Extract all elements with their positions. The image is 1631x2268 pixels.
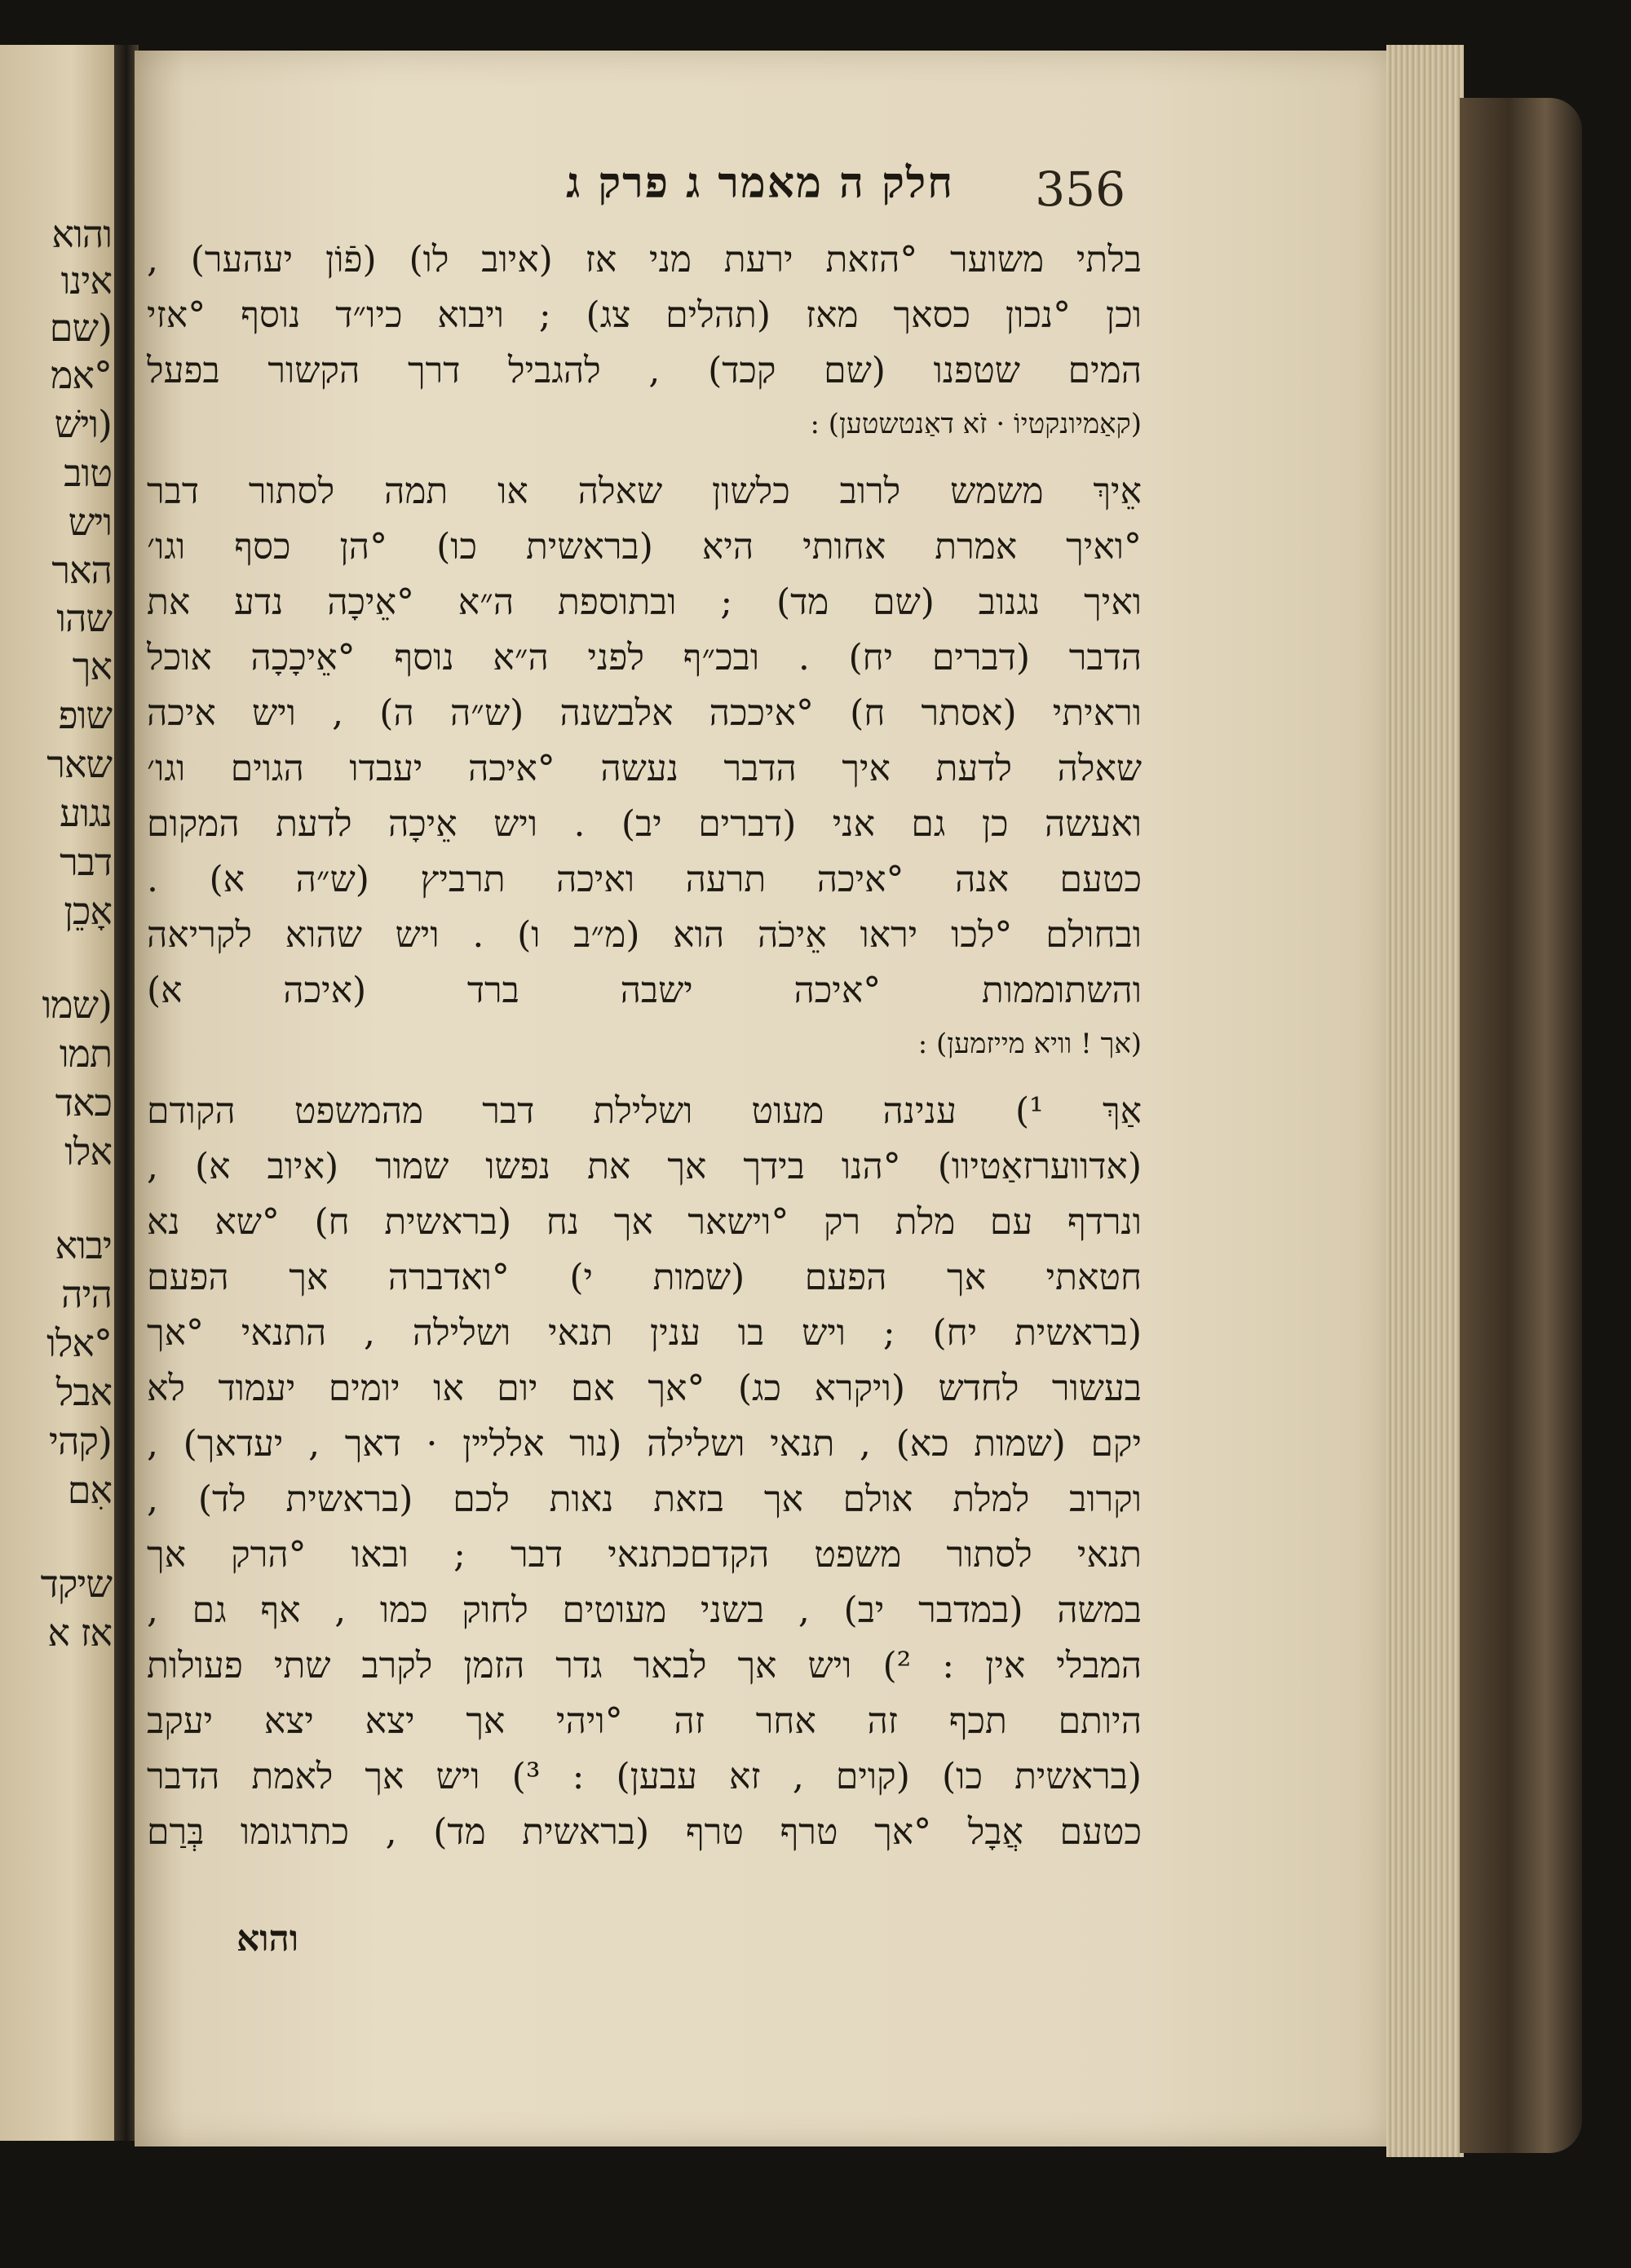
left-page-line: נגוע: [60, 791, 112, 835]
left-page-line: כאד: [55, 1081, 112, 1125]
text-line: המים שטפנו (שם קכד) , להגביל דרך הקשור בפעל: [147, 350, 1142, 391]
text-line: (קאַמיונקטיוֹ · זֹא דאַנטשטען) :: [810, 408, 1142, 440]
paragraph-gap: [147, 1069, 1142, 1084]
text-line: המבלי אין : ²) ויש אך לבאר גדר הזמן לקרב שתי פעולות: [147, 1645, 1142, 1687]
text-line: וקרוב למלת אולם אך בזאת נאות לכם (בראשית לד) ,: [147, 1479, 1142, 1520]
text-line: כטעם אֲבָל °אך טרף טרף (בראשית מד) , כתרגומו בְּרַם: [147, 1811, 1142, 1853]
left-page-line: (קהי: [48, 1419, 112, 1463]
left-page-line: °אלו: [46, 1321, 112, 1365]
text-line: היותם תכף זה אחר זה °ויהי אך יצא יצא יעקב: [147, 1700, 1142, 1742]
left-page-line: אִם: [67, 1468, 112, 1512]
text-line: אַךְ ¹) ענינה מעוט ושלילת דבר מהמשפט הקודם: [147, 1090, 1142, 1132]
left-page-fragment: [0, 45, 118, 2141]
book-cover-edge: [1460, 98, 1582, 2153]
text-line: ואעשה כן גם אני (דברים יב) . ויש אֵיכָה לדעת המקום: [147, 803, 1142, 845]
left-page-line: טוב: [64, 451, 112, 495]
text-line: במשה (במדבר יב) , בשני מעוטים לחוק כמו , אף גם ,: [147, 1589, 1142, 1631]
text-line: הדבר (דברים יח) . ובכ״ף לפני ה״א נוסף °אֵיכָכָה אוכל: [147, 637, 1142, 679]
left-page-line: שהו: [56, 596, 112, 640]
text-line: ונרדף עם מלת רק °וישאר אך נח (בראשית ח) °שא נא: [147, 1201, 1142, 1243]
left-page-line: יבוא: [55, 1223, 112, 1267]
left-page-line: דבר: [60, 840, 112, 884]
page-edges: [1386, 45, 1464, 2157]
left-page-line: (שם: [49, 306, 112, 350]
left-page-line: ויש: [68, 500, 112, 544]
text-line: תנאי לסתור משפט הקדםכתנאי דבר ; ובאו °הרק אך: [147, 1534, 1142, 1576]
body-text: [147, 232, 1142, 1860]
text-line: (אך ! וויא מייזמען) :: [917, 1028, 1142, 1060]
left-page-line: אינו: [60, 259, 112, 303]
text-line: וראיתי (אסתר ח) °איככה אלבשנה (ש״ה ה) , ויש איכה: [147, 692, 1142, 734]
text-line: (אדווערזאַטיוו) °הנו בידך אך את נפשו שמור (איוב א) ,: [147, 1146, 1142, 1187]
text-line: חטאתי אך הפעם (שמות י) °ואדברה אך הפעם: [147, 1257, 1142, 1298]
text-line: שאלה לדעת איך הדבר נעשה °איכה יעבדו הגוים וגו׳: [147, 748, 1142, 789]
left-page-line: °אמ: [51, 353, 112, 397]
left-page-line: אלו: [64, 1130, 112, 1174]
left-page-line: תמו: [59, 1032, 112, 1076]
left-page-line: היה: [61, 1272, 112, 1316]
left-page-line: אך: [72, 644, 112, 688]
text-line: כטעם אנה °איכה תרעה ואיכה תרביץ (ש״ה א) .: [147, 859, 1142, 900]
text-line: בלתי משוער °הזאת ירעת מני אז (איוב לו) (פֿוֹן יעהער) ,: [147, 239, 1142, 281]
left-page-line: (וישׁ: [54, 402, 112, 446]
running-title: חלק ה מאמר ג פרק ג: [566, 158, 954, 208]
text-line: וכן °נכון כסאך מאז (תהלים צג) ; ויבוא כיו״ד נוסף °אזי: [147, 294, 1142, 336]
text-line: °ואיך אמרת אחותי היא (בראשית כו) °הן כסף וגו׳: [147, 526, 1142, 568]
text-line: ואיך נגנוב (שם מד) ; ובתוספת ה״א °אֵיכָה נדע את: [147, 581, 1142, 623]
left-page-line: האר: [51, 548, 112, 592]
text-line: (בראשית יח) ; ויש בו ענין תנאי ושלילה , התנאי °אך: [147, 1312, 1142, 1354]
left-page-line: והוא: [51, 212, 112, 256]
paragraph-gap: [147, 449, 1142, 464]
left-page-line: אָכֵן: [64, 889, 112, 933]
text-line: ובחולם °לכו יראו אֵיכֹה הוא (מ״ב ו) . ויש שהוא לקריאה: [147, 914, 1142, 956]
text-line: והשתוממות °איכה ישבה ברד (איכה א): [147, 970, 1142, 1011]
text-line: (בראשית כו) (קוים , זא עבען) : ³) ויש אך לאמת הדבר: [147, 1756, 1142, 1797]
left-page-line: שופ: [58, 693, 112, 737]
left-page-line: (שמו: [42, 983, 112, 1027]
page-number: 356: [1035, 161, 1125, 217]
left-page-line: אבל: [55, 1370, 112, 1414]
text-line: יקם (שמות כא) , תנאי ושלילה (נור אללײן · דאך , יעדאך) ,: [147, 1423, 1142, 1465]
left-page-line: אז א: [47, 1611, 112, 1655]
page-header: [343, 155, 1125, 228]
left-page-line: שיקד: [40, 1562, 112, 1606]
text-line: אֵיךְ משמש לרוב כלשון שאלה או תמה לסתור דבר: [147, 471, 1142, 512]
text-line: בעשור לחדש (ויקרא כג) °אך אם יום או יומים יעמוד לא: [147, 1368, 1142, 1409]
left-page-line: שאר: [46, 742, 112, 786]
catchword: והוא: [236, 1918, 299, 1960]
